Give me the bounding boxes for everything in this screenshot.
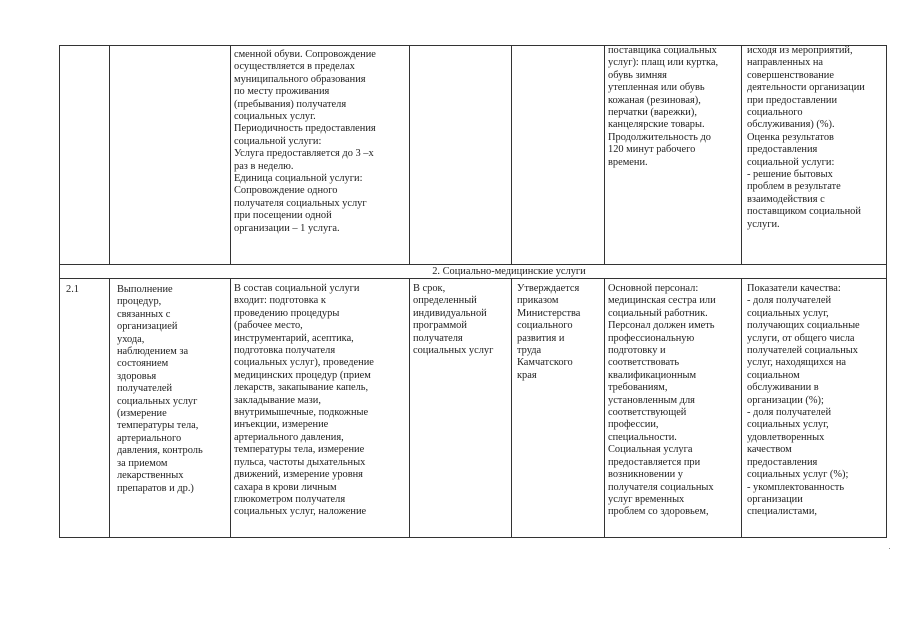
table-bottom-border [59, 537, 886, 538]
service-description: В состав социальной услуги входит: подготовка к проведению процедуры (рабочее место, инструментарий, асептика, подготовка получателя социальных услуг), проведение медицинских процедур (прием лекарств, закапывание капель, закладывание мази, внутримышечные, подкожные инъекции, измерение артериального давления, температуры тела, измерение пульса, частоты дыхательных движений, измерение уровня сахара в крови личным глюкометром получателя социальных услуг, наложение [234, 283, 374, 518]
col-border [511, 45, 512, 265]
col-border [741, 45, 742, 265]
col-border [741, 278, 742, 538]
quality-indicators-continued: исходя из мероприятий, направленных на совершенствование деятельности организации при предоставлении социального обслуживания) (%). Оценка результатов предоставления социальной услуги: - решение бытовых проблем в результате взаимодействия с поставщиком социальной услуги. [747, 45, 865, 230]
section-top-border [59, 264, 886, 265]
col-border [230, 45, 231, 265]
col-border [604, 278, 605, 538]
col-border [409, 278, 410, 538]
col-border [886, 264, 887, 279]
quality-indicators: Показатели качества: - доля получателей социальных услуг, получающих социальные услуги, от общего числа получателей социальных услуг, находящихся на социальном обслуживании в организации (%); - доля получателей социальных услуг, удовлетворенных качеством предоставления социальных услуг (%); - укомплектованность организации специалистами, [747, 283, 860, 518]
col-border [109, 45, 110, 265]
col-border [59, 45, 60, 265]
col-border [886, 278, 887, 538]
col-border [604, 45, 605, 265]
col-border [886, 45, 887, 265]
col-border [409, 45, 410, 265]
service-tariff: Утверждается приказом Министерства социального развития и труда Камчатского края [517, 283, 581, 381]
service-term: В срок, определенный индивидуальной программой получателя социальных услуг [413, 283, 494, 357]
service-conditions: Основной персонал: медицинская сестра или социальный работник. Персонал должен иметь профессиональную подготовку и соответствовать квалификационным требованиям, установленным для соответствующей профессии, специальности. Социальная услуга предоставляется при возникновении у получателя социальных услуг временных проблем со здоровьем, [608, 283, 716, 518]
col-border [230, 278, 231, 538]
col-border [59, 264, 60, 279]
col-border [109, 278, 110, 538]
service-description-continued: сменной обуви. Сопровождение осуществляется в пределах муниципального образования по месту проживания (пребывания) получателя социальных услуг. Периодичность предоставления социальной услуги: Услуга предоставляется до 3 –х раз в неделю. Единица социальной услуги: Сопровождение одного получателя социальных услуг при посещении одной организации – 1 услуга. [234, 49, 376, 234]
row-number: 2.1 [66, 284, 79, 295]
col-border [59, 278, 60, 538]
service-conditions-continued: поставщика социальных услуг): плащ или куртка, обувь зимняя утепленная или обувь кожаная (резиновая), перчатки (варежки), канцелярские товары. Продолжительность до 120 минут рабочего времени. [608, 45, 719, 168]
service-name: Выполнение процедур, связанных с организацией ухода, наблюдением за состоянием здоровья получателей социальных услуг (измерение температуры тела, артериального давления, контроль за приемом лекарственных препаратов и др.) [117, 284, 203, 494]
col-border [511, 278, 512, 538]
section-heading: 2. Социально-медицинские услуги [432, 266, 586, 277]
scan-speck [889, 548, 890, 549]
section-bottom-border [59, 278, 886, 279]
